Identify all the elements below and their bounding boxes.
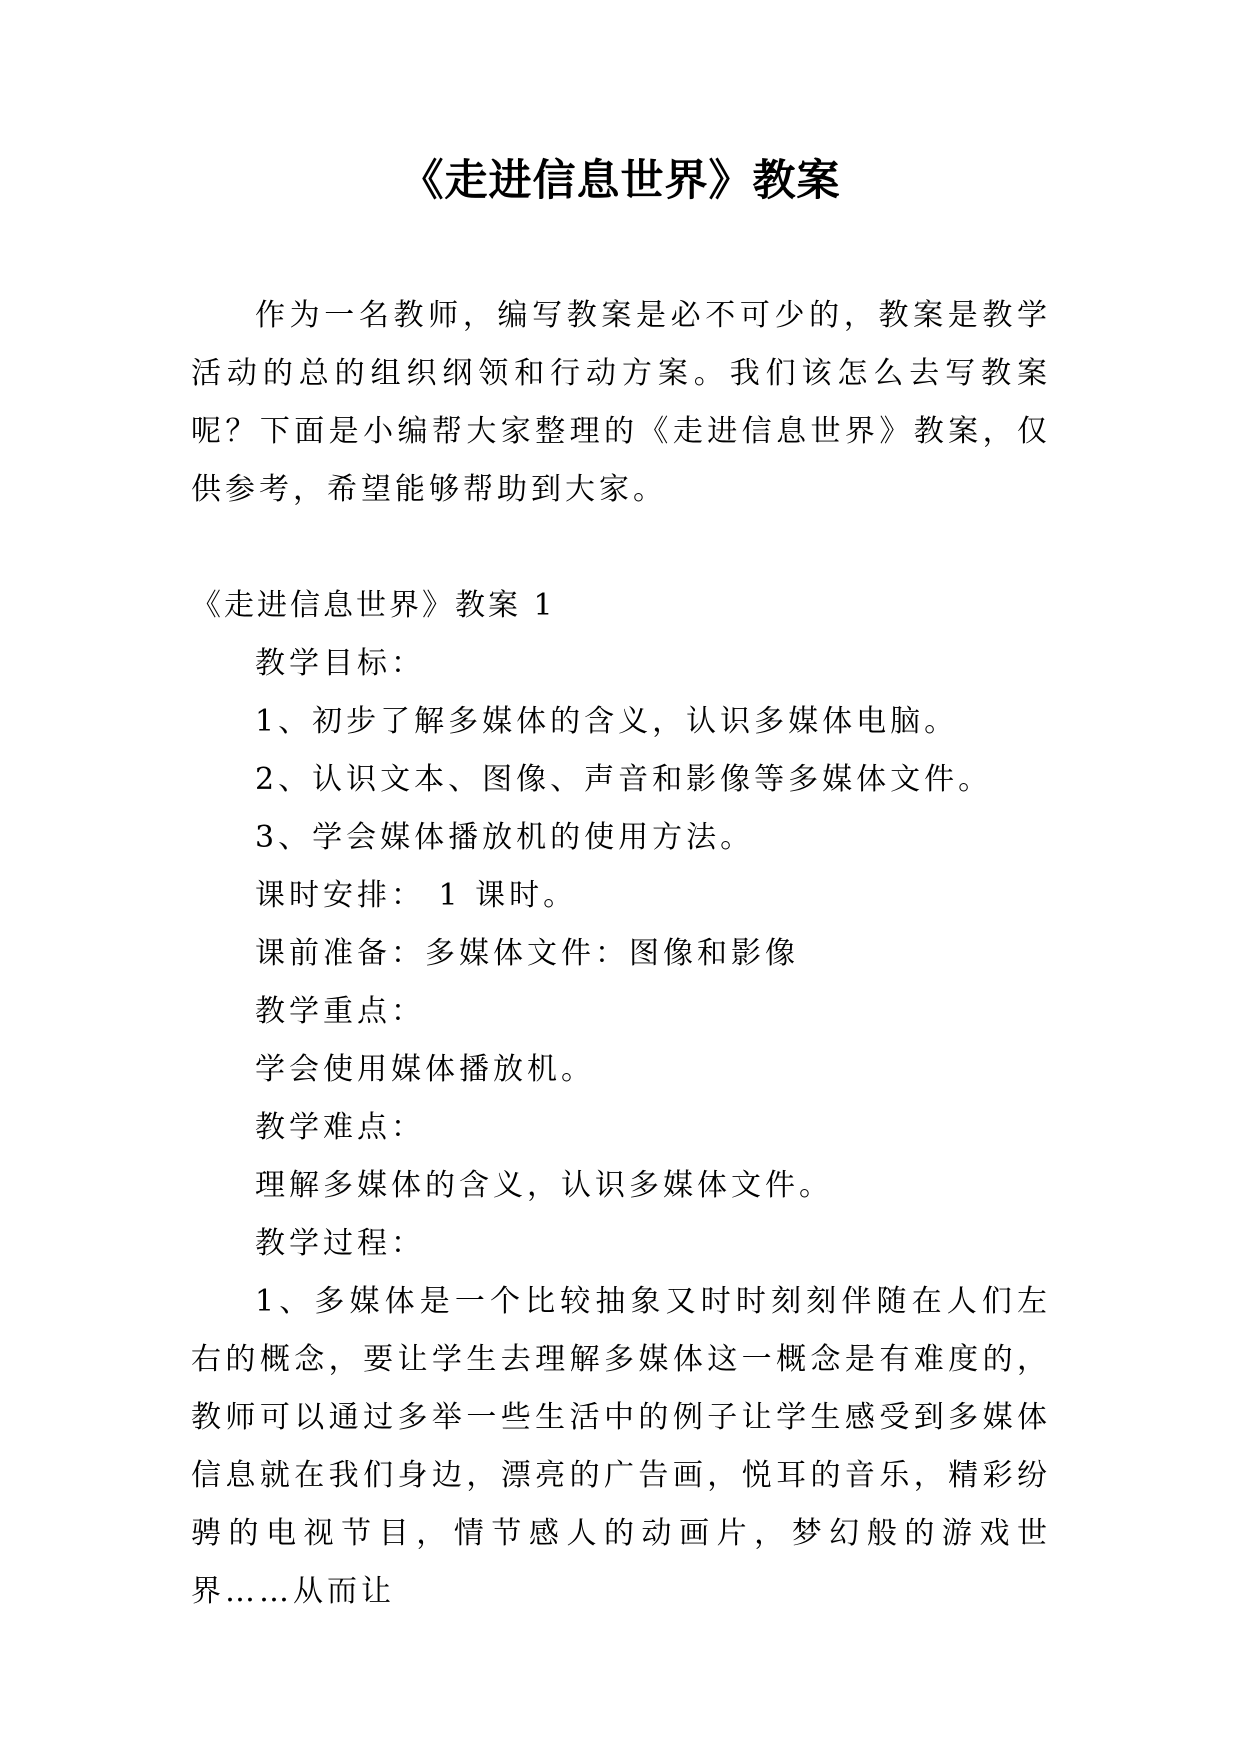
process-paragraph-1: 1、多媒体是一个比较抽象又时时刻刻伴随在人们左右的概念，要让学生去理解多媒体这一概念是有难度的，教师可以通过多举一些生活中的例子让学生感受到多媒体信息就在我们身边，漂亮的广告画，悦耳的音乐，精彩纷骋的电视节目，情节感人的动画片，梦幻般的游戏世界……从而让 <box>191 1284 1051 1609</box>
difficulty-label: 教学难点： <box>255 1110 425 1145</box>
intro-block <box>191 287 1051 519</box>
process-label: 教学过程： <box>255 1226 425 1261</box>
intro-paragraph: 作为一名教师，编写教案是必不可少的，教案是教学活动的总的组织纲领和行动方案。我们该怎么去写教案呢？下面是小编帮大家整理的《走进信息世界》教案，仅供参考，希望能够帮助到大家。 <box>191 298 1051 507</box>
difficulty-text: 理解多媒体的含义，认识多媒体文件。 <box>255 1168 833 1203</box>
preparation-line: 课前准备：多媒体文件：图像和影像 <box>255 936 799 971</box>
schedule-line: 课时安排： 1 课时。 <box>255 878 578 913</box>
teaching-goals-label: 教学目标： <box>255 646 425 681</box>
key-point-label: 教学重点： <box>255 994 425 1029</box>
goal-item-1: 1、初步了解多媒体的含义，认识多媒体电脑。 <box>255 704 959 739</box>
goal-item-2: 2、认识文本、图像、声音和影像等多媒体文件。 <box>255 762 993 797</box>
key-point-text: 学会使用媒体播放机。 <box>255 1052 595 1087</box>
document-title: 《走进信息世界》教案 <box>400 156 841 206</box>
section-1 <box>191 577 1051 1621</box>
goal-item-3: 3、学会媒体播放机的使用方法。 <box>255 820 755 855</box>
section-heading: 《走进信息世界》教案 1 <box>191 588 556 623</box>
